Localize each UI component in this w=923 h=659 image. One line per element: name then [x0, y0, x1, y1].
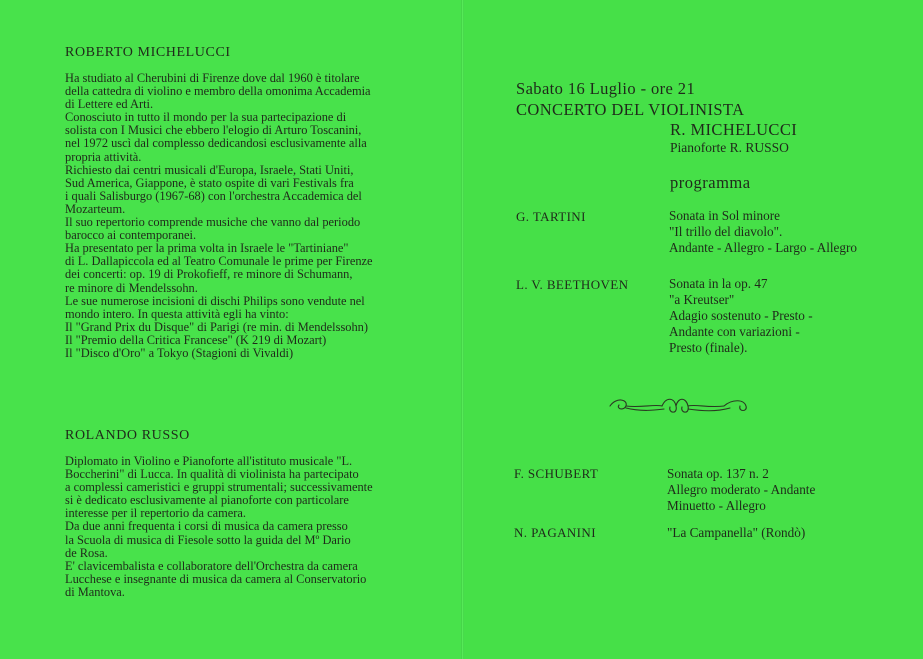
work-schubert — [667, 466, 815, 514]
bio-line: la Scuola di musica di Fiesole sotto la guida del Mº Dario — [65, 532, 351, 547]
bio-line: Da due anni frequenta i corsi di musica da camera presso — [65, 519, 348, 534]
bio-line: E' clavicembalista e collaboratore dell'Orchestra da camera — [65, 558, 358, 573]
bio-line: dei concerti: op. 19 di Prokofieff, re minore di Schumann, — [65, 267, 353, 282]
bio-line: della cattedra di violino e membro della omonima Accademia — [65, 84, 371, 99]
bio-line: di Lettere ed Arti. — [65, 97, 154, 112]
bio-line: a complessi cameristici e gruppi strumentali; successivamente — [65, 480, 373, 495]
work-line: Presto (finale). — [669, 340, 748, 355]
bio-line: barocco ai contemporanei. — [65, 228, 197, 243]
bio-line: di Mantova. — [65, 584, 125, 599]
work-line: Minuetto - Allegro — [667, 498, 766, 513]
bio-line: re minore di Mendelssohn. — [65, 280, 198, 295]
work-line: Adagio sostenuto - Presto - — [669, 308, 813, 323]
composer-schubert: F. SCHUBERT — [514, 466, 599, 481]
bio-line: mondo intero. In questa attività egli ha vinto: — [65, 306, 289, 321]
bio-line: Richiesto dai centri musicali d'Europa, Israele, Stati Uniti, — [65, 162, 354, 177]
violinist-name: R. MICHELUCCI — [670, 120, 798, 139]
bio-line: propria attività. — [65, 149, 142, 164]
bio-line: Il suo repertorio comprende musiche che vanno dal periodo — [65, 215, 361, 230]
bio-line: Il "Premio della Critica Francese" (K 219 di Mozart) — [65, 332, 327, 347]
scroll-ornament-icon — [606, 391, 752, 421]
work-line: Andante con variazioni - — [669, 324, 800, 339]
bio-text-michelucci — [65, 72, 373, 360]
bio-heading-russo: ROLANDO RUSSO — [65, 428, 190, 443]
work-paganini — [667, 525, 805, 541]
bio-line: Boccherini" di Lucca. In qualità di violinista ha partecipato — [65, 467, 359, 482]
bio-line: Ha presentato per la prima volta in Israele le "Tartiniane" — [65, 241, 349, 256]
work-line: "Il trillo del diavolo". — [669, 224, 783, 239]
bio-heading-michelucci: ROBERTO MICHELUCCI — [65, 45, 231, 60]
work-tartini — [669, 208, 857, 256]
bio-line: Le sue numerose incisioni di dischi Philips sono vendute nel — [65, 293, 365, 308]
work-beethoven — [669, 276, 813, 356]
bio-line: Sud America, Giappone, è stato ospite di vari Festivals fra — [65, 175, 354, 190]
bio-line: interesse per il repertorio da camera. — [65, 506, 246, 521]
bio-line: nel 1972 uscì dal complesso dedicandosi esclusivamente alla — [65, 136, 367, 151]
composer-paganini: N. PAGANINI — [514, 525, 596, 540]
work-line: "a Kreutser" — [669, 292, 735, 307]
page-fold — [461, 0, 464, 659]
work-line: "La Campanella" (Rondò) — [667, 525, 806, 540]
concert-date: Sabato 16 Luglio - ore 21 — [516, 79, 696, 98]
work-line: Sonata in la op. 47 — [669, 276, 768, 291]
bio-text-russo — [65, 455, 373, 599]
work-line: Andante - Allegro - Largo - Allegro — [669, 240, 857, 255]
bio-line: Mozarteum. — [65, 201, 126, 216]
bio-line: Diplomato in Violino e Pianoforte all'istituto musicale "L. — [65, 454, 353, 468]
bio-line: Conosciuto in tutto il mondo per la sua partecipazione di — [65, 110, 347, 125]
bio-line: Lucchese e insegnante di musica da camera al Conservatorio — [65, 571, 367, 586]
bio-line: Il "Grand Prix du Disque" di Parigi (re min. di Mendelssohn) — [65, 319, 368, 334]
work-line: Sonata op. 137 n. 2 — [667, 466, 769, 481]
bio-line: si è dedicato esclusivamente al pianoforte con particolare — [65, 493, 349, 508]
bio-line: de Rosa. — [65, 545, 108, 560]
composer-tartini: G. TARTINI — [516, 209, 586, 224]
work-line: Allegro moderato - Andante — [667, 482, 816, 497]
bio-line: di L. Dallapiccola ed al Teatro Comunale le prime per Firenze — [65, 254, 373, 269]
pianist-name: Pianoforte R. RUSSO — [670, 140, 789, 155]
programma-heading: programma — [670, 173, 751, 192]
bio-line: Ha studiato al Cherubini di Firenze dove dal 1960 è titolare — [65, 71, 360, 85]
bio-line: i quali Salisburgo (1967-68) con l'orchestra Accademica del — [65, 188, 362, 203]
concert-title: CONCERTO DEL VIOLINISTA — [516, 100, 745, 119]
bio-line: solista con I Musici che ebbero l'elogio di Arturo Toscanini, — [65, 123, 362, 138]
work-line: Sonata in Sol minore — [669, 208, 780, 223]
bio-line: Il "Disco d'Oro" a Tokyo (Stagioni di Vivaldi) — [65, 345, 294, 360]
composer-beethoven: L. V. BEETHOVEN — [516, 277, 629, 292]
